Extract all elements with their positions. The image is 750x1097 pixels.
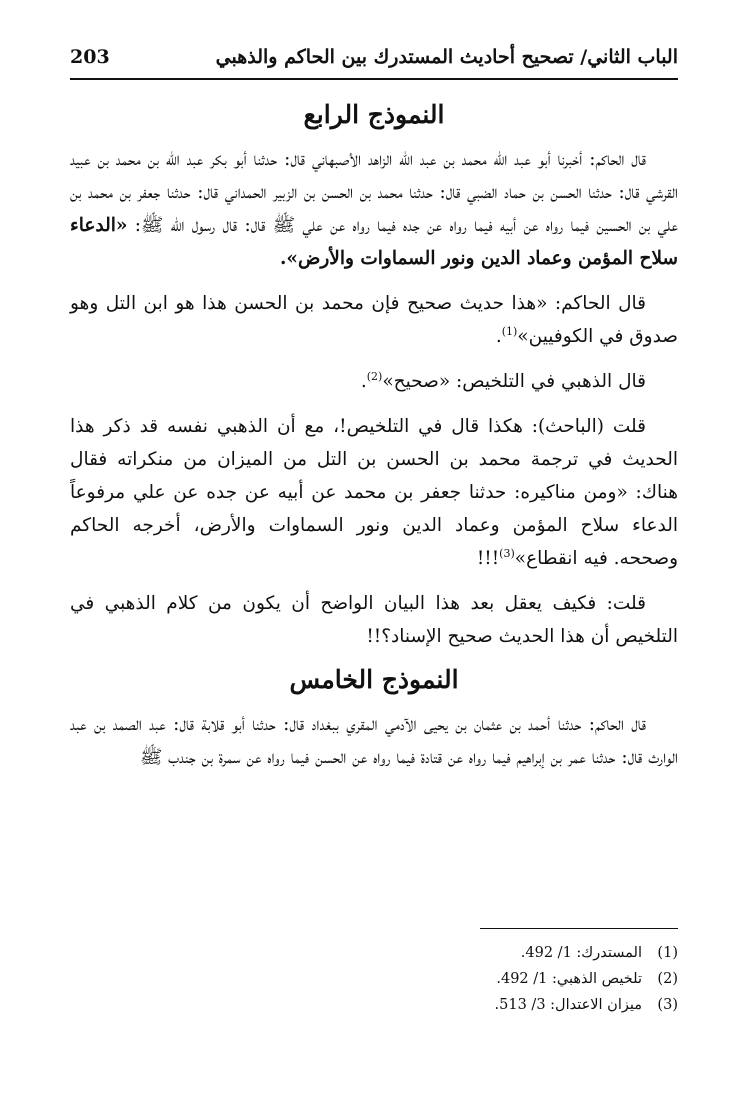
running-title: الباب الثاني/ تصحيح أحاديث المستدرك بين الحاكم والذهبي	[215, 46, 678, 68]
dhahabi-verdict-end: .	[360, 371, 367, 392]
footnote-1	[300, 940, 678, 966]
paragraph-hakim-verdict	[70, 287, 678, 353]
paragraph-dhahabi-verdict	[70, 365, 678, 398]
footnote-text: تلخيص الذهبي: 1/ 492.	[496, 971, 642, 987]
footnote-number: (1)	[657, 945, 678, 961]
dhahabi-verdict-text: قال الذهبي في التلخيص: «صحيح»	[382, 371, 646, 392]
footnote-2	[300, 966, 678, 992]
paragraph-hakim-chain-5: قال الحاكم: حدثنا أحمد بن عثمان بن يحيى الآدمي المقري ببغداد قال: حدثنا أبو قلابة قال: عبد الصمد بن عبد الوارث قال: حدثنا عمر بن إبراهيم فيما رواه عن قتادة فيما رواه عن الحسن فيما رواه عن سمرة بن جندب ﷺ	[70, 714, 678, 768]
paragraph-researcher-note	[70, 410, 678, 575]
hakim-verdict-end: .	[495, 326, 502, 347]
section-heading-fifth-model: النموذج الخامس	[289, 665, 459, 694]
footnote-number: (2)	[657, 971, 678, 987]
researcher-note-end: !!!	[476, 548, 500, 569]
footnote-text: ميزان الاعتدال: 3/ 513.	[494, 997, 642, 1013]
footnote-3	[300, 992, 678, 1018]
hakim-verdict-text: قال الحاكم: «هذا حديث صحيح فإن محمد بن الحسن هذا هو ابن التل وهو صدوق في الكوفيين»	[70, 293, 678, 347]
running-header	[70, 42, 678, 80]
footnote-text: المستدرك: 1/ 492.	[520, 945, 642, 961]
footnote-ref-2[interactable]: (2)	[366, 369, 383, 383]
footnotes	[300, 940, 678, 1018]
paragraph-conclusion: قلت: فكيف يعقل بعد هذا البيان الواضح أن يكون من كلام الذهبي في التلخيص أن هذا الحديث صحيح الإسناد؟!!	[70, 593, 678, 647]
hadith-chain-text: قال الحاكم: أخبرنا أبو عبد الله محمد بن عبد الله الزاهد الأصبهاني قال: حدثنا أبو بكر عبد الله بن محمد بن عبيد القرشي قال: حدثنا الحسن بن حماد الضبي قال: حدثنا محمد بن الحسن بن الزبير الحمداني قال: حدثنا جعفر بن محمد بن علي بن الحسين فيما رواه عن أبيه فيما رواه عن جده فيما رواه عن علي ﷺ قال: قال رسول الله ﷺ:	[70, 149, 678, 236]
footnote-divider	[480, 928, 678, 929]
section-heading-fourth-model: النموذج الرابع	[303, 100, 445, 129]
hadith-matn: «الدعاء سلاح المؤمن وعماد الدين ونور السماوات والأرض».	[70, 215, 678, 269]
footnote-number: (3)	[657, 997, 678, 1013]
footnote-ref-3[interactable]: (3)	[499, 546, 515, 560]
researcher-note-text: قلت (الباحث): هكذا قال في التلخيص!، مع أن الذهبي نفسه قد ذكر هذا الحديث في ترجمة محمد بن الحسن بن التل من الميزان من منكراته فقال هناك: «ومن مناكيره: حدثنا جعفر بن محمد عن أبيه عن جده عن علي مرفوعاً الدعاء سلاح المؤمن وعماد الدين ونور السماوات والأرض، أخرجه الحاكم وصححه. فيه انقطاع»	[70, 416, 678, 569]
footnote-ref-1[interactable]: (1)	[501, 324, 518, 338]
page-number: 203	[70, 46, 110, 68]
page-body	[70, 92, 678, 786]
paragraph-hakim-chain-4	[70, 143, 678, 275]
